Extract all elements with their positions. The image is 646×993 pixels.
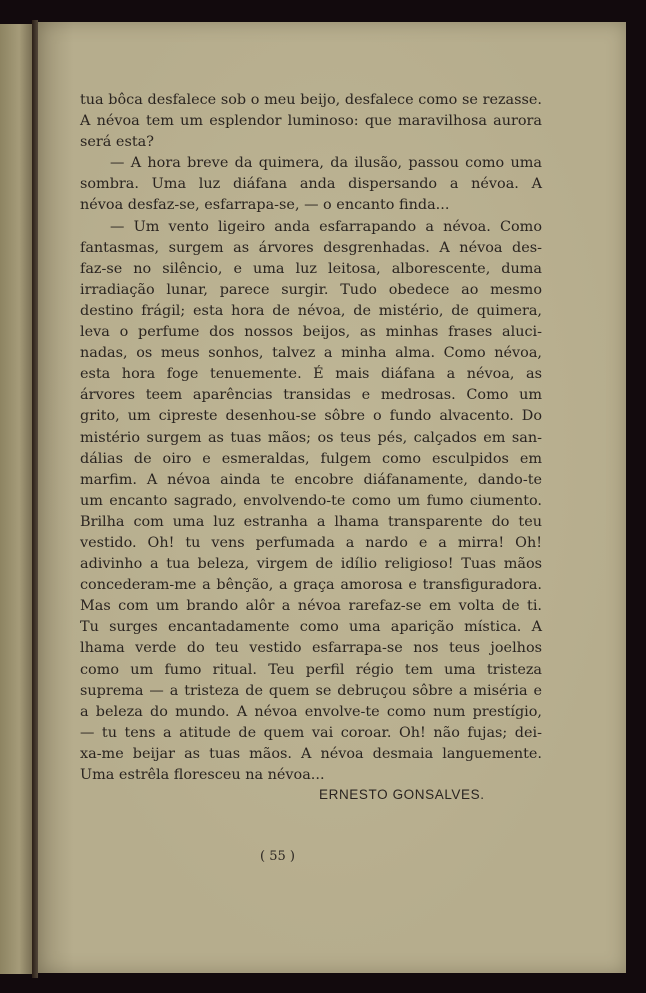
text-line: grito, um cipreste desenhou-se sôbre o fundo alvacento. Do xyxy=(80,408,542,425)
text-line: névoa desfaz-se, esfarrapa-se, — o encanto finda... xyxy=(80,197,450,214)
text-line: como um fumo ritual. Teu perfil régio tem uma tristeza xyxy=(80,661,542,678)
text-line: irradiação lunar, parece surgir. Tudo obedece ao mesmo xyxy=(80,281,542,298)
text-line: árvores teem aparências transidas e medrosas. Como um xyxy=(80,387,542,404)
text-line: a beleza do mundo. A névoa envolve-te como num prestígio, xyxy=(80,703,542,720)
author-signature: ERNESTO GONSALVES. xyxy=(319,787,485,802)
text-line: — tu tens a atitude de quem vai coroar. Oh! não fujas; dei- xyxy=(80,724,542,741)
text-line: destino frágil; esta hora de névoa, de mistério, de quimera, xyxy=(80,302,542,319)
text-line: concederam-me a bênção, a graça amorosa e transfiguradora. xyxy=(80,577,542,594)
text-line: vestido. Oh! tu vens perfumada a nardo e a mirra! Oh! xyxy=(80,534,542,551)
page-number: ( 55 ) xyxy=(260,849,295,864)
previous-page-edge xyxy=(0,24,32,974)
text-line: será esta? xyxy=(80,134,154,151)
text-line: tua bôca desfalece sob o meu beijo, desfalece como se rezasse. xyxy=(80,92,542,108)
text-line: Brilha com uma luz estranha a lhama transparente do teu xyxy=(80,513,542,530)
body-text xyxy=(80,90,542,786)
text-line: — A hora breve da quimera, da ilusão, passou como uma xyxy=(110,155,542,172)
text-line: nadas, os meus sonhos, talvez a minha alma. Como névoa, xyxy=(80,345,542,362)
text-line: adivinho a tua beleza, virgem de idílio religioso! Tuas mãos xyxy=(80,556,542,573)
text-line: mistério surgem as tuas mãos; os teus pés, calçados em san- xyxy=(80,429,542,446)
text-line: um encanto sagrado, envolvendo-te como um fumo ciumento. xyxy=(80,492,542,509)
text-line: faz-se no silêncio, e uma luz leitosa, alborescente, duma xyxy=(80,260,542,277)
text-line: esta hora foge tenuemente. É mais diáfana a névoa, as xyxy=(80,366,542,383)
book-page xyxy=(38,22,626,973)
text-line: lhama verde do teu vestido esfarrapa-se nos teus joelhos xyxy=(80,640,542,657)
text-line: leva o perfume dos nossos beijos, as minhas frases aluci- xyxy=(80,324,542,341)
text-line: xa-me beijar as tuas mãos. A névoa desmaia languemente. xyxy=(80,745,542,762)
text-line: dálias de oiro e esmeraldas, fulgem como esculpidos em xyxy=(80,450,542,467)
text-line: A névoa tem um esplendor luminoso: que maravilhosa aurora xyxy=(80,113,542,130)
text-line: sombra. Uma luz diáfana anda dispersando a névoa. A xyxy=(80,176,542,193)
text-line: Uma estrêla floresceu na névoa... xyxy=(80,767,325,783)
text-line: suprema — a tristeza de quem se debruçou sôbre a miséria e xyxy=(80,682,542,699)
text-line: — Um vento ligeiro anda esfarrapando a névoa. Como xyxy=(110,218,542,235)
text-line: marfim. A névoa ainda te encobre diáfanamente, dando-te xyxy=(80,471,542,488)
text-line: Mas com um brando alôr a névoa rarefaz-se em volta de ti. xyxy=(80,598,542,615)
text-line: fantasmas, surgem as árvores desgrenhadas. A névoa des- xyxy=(80,239,542,256)
text-line: Tu surges encantadamente como uma aparição mística. A xyxy=(80,619,542,636)
